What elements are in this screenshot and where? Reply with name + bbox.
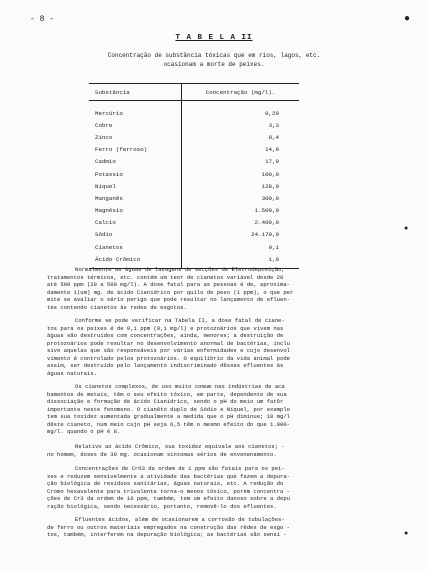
- paragraph: [47, 266, 393, 311]
- caption-line: Concentração de substância tóxicas que em rios, lagos, etc.: [107, 52, 321, 59]
- paragraph-line: Concentrações de CrO3 da ordem de 1 ppm são fatais para os pei-: [75, 465, 285, 472]
- paragraph-line: águas naturais.: [47, 369, 97, 377]
- punch-mark: ●: [404, 225, 409, 233]
- concentration-cell: 100,0: [182, 168, 299, 180]
- table-body: [89, 101, 299, 269]
- concentration-cell: 0,29: [182, 101, 299, 120]
- concentration-cell: 14,0: [182, 144, 299, 156]
- paragraph-line: protozoários pode resultar no desenvolvimento anormal de bactérias, inclu: [47, 339, 290, 347]
- paragraph: [47, 465, 393, 510]
- punch-mark: ●: [404, 530, 409, 538]
- substance-cell: Sódio: [95, 231, 113, 239]
- concentration-cell: 128,0: [182, 180, 299, 192]
- table-title-text: T A B E L A II: [175, 34, 253, 42]
- paragraph-line: ção biológica de resíduos sanitárias, águas naturais, etc. A redução do: [47, 480, 284, 487]
- paragraph: [47, 383, 393, 436]
- paragraph-line: damente 1(um) mg. de ácido Cianídrico por quilo de peso (1 ppm), o que per: [47, 288, 294, 296]
- paragraph-line: bamentos de metais, têm o seu efeito tóxico, em parte, dependente de sua: [47, 390, 287, 398]
- concentration-cell: 24.170,0: [182, 229, 299, 241]
- paragraph-line: mite se avaliar o sério perigo que pode resultar no lançamento de efluen-: [47, 296, 290, 303]
- paragraph-line: águas são destruídos com concentrações, ainda, menores; a destruição de: [47, 332, 284, 339]
- table-row: [89, 101, 299, 120]
- table-row: [89, 144, 299, 156]
- substance-cell: Magnésio: [95, 207, 123, 215]
- concentration-cell: 0,1: [182, 241, 299, 253]
- paragraph-line: Relativo ao ácido Crômico, sua toxidez equivale aos cianetos; -: [75, 443, 285, 450]
- table-row: [89, 180, 299, 192]
- paragraph-line: Conforme se pode verificar na Tabela II, a dose fatal de ciane-: [75, 317, 285, 324]
- substance-cell: Mercúrio: [95, 109, 123, 117]
- paragraph-line: Efluentes ácidos, além de ocasionarem a corrosão de tubulações-: [75, 516, 285, 523]
- toxicity-table: [89, 83, 299, 269]
- paragraph-line: sive aquelas que são responsáveis por várias enfermidades e cujo desenvol: [47, 347, 290, 354]
- substance-cell: Niquel: [95, 182, 116, 190]
- paragraph-line: assim, ser destruído pelo lançamento indiscriminado dêsses efluentes às: [47, 362, 284, 369]
- page-number: - 8 -: [30, 15, 55, 24]
- paragraph-line: dissociação e formação de ácido Cianídrico, sendo o pH do meio um fatôr: [47, 398, 284, 405]
- paragraph-line: vimento é controlado pelos protozoários. O equilíbrio da vida animal pode: [47, 354, 290, 362]
- paragraph-line: dêste cianeto, num meio cujo pH seja 6,5 têm o mesmo efeito do que 1.000-: [47, 420, 290, 428]
- table-caption: [60, 51, 368, 69]
- punch-mark: ●: [404, 14, 411, 25]
- substance-cell: Cianetos: [95, 243, 123, 251]
- paragraph-line: xes e reduzem sensìvelmente a atividade das bactérias que fazem a depura-: [47, 472, 290, 480]
- table-row: [89, 131, 299, 143]
- concentration-cell: 2.400,0: [182, 217, 299, 229]
- substance-cell: Calcio: [95, 219, 116, 227]
- substance-cell: Zinco: [95, 133, 113, 141]
- paragraph: [47, 516, 393, 539]
- paragraph-line: tes contendo cianetos às redes de esgotos.: [47, 303, 187, 311]
- concentration-cell: 3,3: [182, 119, 299, 131]
- paragraph: [47, 443, 393, 458]
- paragraph-line: Cromo hexavalente para trivalente torna-o menos tóxico, porém concentra -: [47, 487, 290, 495]
- table-row: [89, 156, 299, 168]
- concentration-cell: 1.500,0: [182, 205, 299, 217]
- substance-cell: Ferro (ferroso): [95, 146, 148, 154]
- concentration-cell: 1,0: [182, 253, 299, 269]
- table-row: [89, 192, 299, 204]
- substance-cell: Cobre: [95, 121, 113, 129]
- table-row: [89, 229, 299, 241]
- concentration-cell: 17,0: [182, 156, 299, 168]
- paragraph-line: tos, também, interferem na depuração biológica; as bactérias são sensí -: [47, 531, 287, 538]
- table-row: [89, 241, 299, 253]
- paragraph-line: ração biológica, sendo necessário, portanto, removê-lo dos efluentes.: [47, 502, 277, 510]
- substance-cell: Manganês: [95, 194, 123, 202]
- paragraph-line: tos para os peixes é de 0,1 ppm (0,1 mg/l) e protozoários que vivem nas: [47, 324, 284, 332]
- substance-cell: Ácido Crômico: [89, 253, 182, 269]
- table-header-row: [89, 84, 299, 101]
- table-title: [0, 34, 428, 42]
- table-row: [89, 205, 299, 217]
- header-substance: Substância: [89, 84, 182, 101]
- concentration-cell: 8,4: [182, 131, 299, 143]
- paragraph-line: mg/l. quando o pH é 8.: [47, 428, 121, 435]
- paragraph-line: tratamentos térmicos, etc. contém um teor de cianetos variável desde 20: [47, 273, 284, 281]
- table-row: [89, 168, 299, 180]
- substance-cell: Cadmio: [95, 158, 116, 166]
- paragraph-line: Normalmente as águas de lavagens de secções de Eletrodeposição,: [75, 266, 285, 273]
- paragraph-line: no homem, doses de 30 mg. ocasionam sintomas sérios de envenenamento.: [47, 450, 277, 458]
- paragraph-line: de ferro ou outros materiais empregados na construção das rêdes de esgo -: [47, 523, 290, 531]
- paragraph-line: Os cianetos complexos, de uso muito comum nas indústrias de aca: [75, 383, 285, 390]
- paragraph: [47, 317, 393, 377]
- table-row: [89, 217, 299, 229]
- paragraph-line: até 500 ppm (20 a 500 mg/l). A dose fatal para as pessoas é de, aproxima-: [47, 281, 290, 288]
- concentration-cell: 300,0: [182, 192, 299, 204]
- paragraph-line: importante neste fenomeno. O cianêto duplo de Sódio e Níquel, por exemplo: [47, 405, 290, 413]
- header-concentration: Concentração (mg/l).: [182, 84, 299, 101]
- caption-line: ocasionam a morte de peixes.: [163, 61, 265, 68]
- substance-cell: Potassio: [95, 170, 123, 178]
- paragraph-line: ções de Cr3 da ordem de 10 ppm, também, tem um efeito danoso sobre a depu: [47, 495, 290, 502]
- table-row: [89, 119, 299, 131]
- paragraph-line: tem sua toxidez aumentada gradualmente a medida que o pH diminue; 10 mg/l: [47, 413, 290, 420]
